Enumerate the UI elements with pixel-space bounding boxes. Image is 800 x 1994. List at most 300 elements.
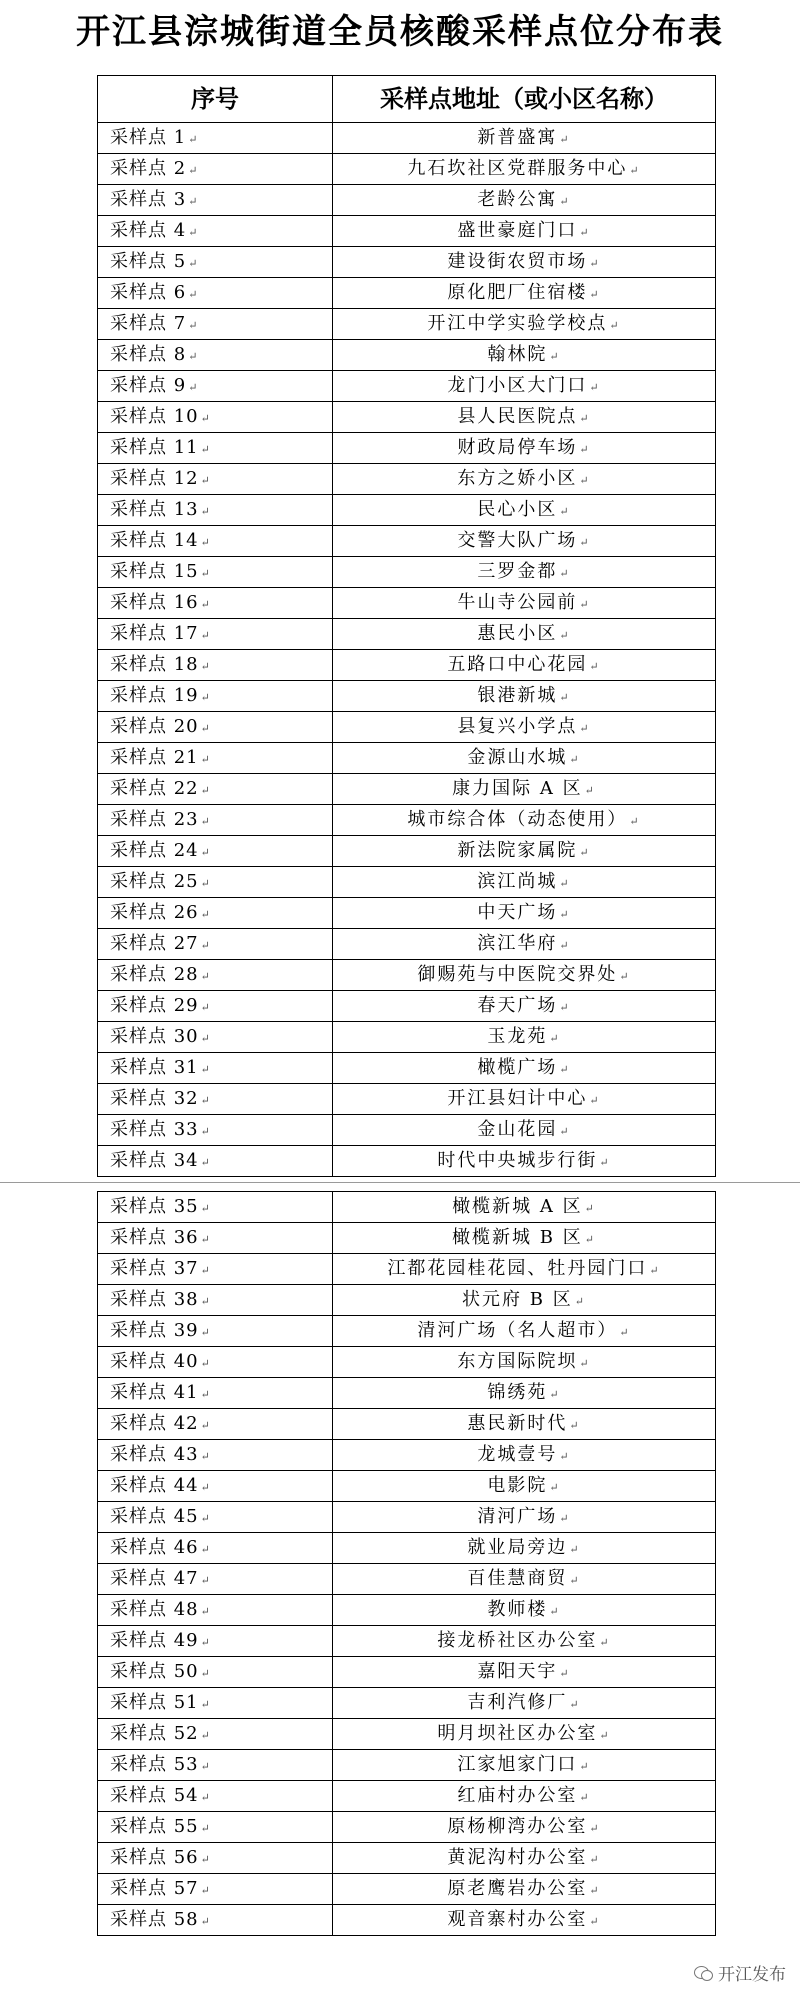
table-header-row: [98, 76, 716, 123]
cell-text: 采样点 37: [110, 1258, 199, 1279]
paragraph-mark: ↵: [559, 1125, 571, 1138]
sampling-point-address: [333, 495, 716, 526]
paragraph-mark: ↵: [579, 598, 591, 611]
sampling-point-number: [98, 1223, 333, 1254]
sampling-point-number: [98, 681, 333, 712]
paragraph-mark: ↵: [200, 1063, 211, 1076]
paragraph-mark: ↵: [574, 1295, 586, 1308]
paragraph-mark: ↵: [609, 319, 621, 332]
sampling-point-number: [98, 1626, 333, 1657]
sampling-point-address: [333, 1657, 716, 1688]
paragraph-mark: ↵: [559, 1512, 571, 1525]
sampling-point-address: [333, 154, 716, 185]
page-title: 开江县淙城街道全员核酸采样点位分布表: [76, 12, 724, 52]
sampling-point-number: [98, 898, 333, 929]
cell-text: 三罗金都: [477, 561, 558, 582]
cell-text: 县复兴小学点: [457, 716, 578, 737]
sampling-table-part-1: [97, 75, 716, 1177]
paragraph-mark: ↵: [200, 536, 211, 549]
cell-text: 采样点 25: [110, 871, 199, 892]
paragraph-mark: ↵: [200, 1094, 211, 1107]
sampling-point-number: [98, 340, 333, 371]
cell-text: 玉龙苑: [487, 1026, 548, 1047]
paragraph-mark: ↵: [559, 567, 571, 580]
header-address: 采样点地址（或小区名称）: [333, 76, 716, 123]
cell-text: 明月坝社区办公室: [437, 1723, 598, 1744]
cell-text: 牛山寺公园前: [457, 592, 578, 613]
cell-text: 采样点 52: [110, 1723, 199, 1744]
cell-text: 采样点 48: [110, 1599, 199, 1620]
table-row: [98, 154, 716, 185]
cell-text: 状元府 B 区: [462, 1289, 573, 1310]
sampling-point-number: [98, 1440, 333, 1471]
paragraph-mark: ↵: [569, 1419, 581, 1432]
sampling-point-address: [333, 1316, 716, 1347]
cell-text: 滨江华府: [477, 933, 558, 954]
paragraph-mark: ↵: [549, 1605, 561, 1618]
sampling-point-number: [98, 402, 333, 433]
paragraph-mark: ↵: [200, 1450, 211, 1463]
cell-text: 新普盛寓: [477, 127, 558, 148]
cell-text: 采样点 1: [110, 127, 187, 148]
table-row: [98, 681, 716, 712]
paragraph-mark: ↵: [200, 1574, 211, 1587]
cell-text: 御赐苑与中医院交界处: [417, 964, 618, 985]
paragraph-mark: ↵: [584, 1202, 596, 1215]
paragraph-mark: ↵: [200, 1125, 211, 1138]
table-row: [98, 1115, 716, 1146]
paragraph-mark: ↵: [589, 381, 601, 394]
sampling-point-address: [333, 216, 716, 247]
cell-text: 采样点 7: [110, 313, 187, 334]
sampling-point-number: [98, 1595, 333, 1626]
cell-text: 采样点 13: [110, 499, 199, 520]
cell-text: 采样点 50: [110, 1661, 199, 1682]
paragraph-mark: ↵: [559, 1667, 571, 1680]
sampling-point-address: [333, 960, 716, 991]
sampling-point-address: [333, 1564, 716, 1595]
paragraph-mark: ↵: [188, 133, 199, 146]
sampling-point-number: [98, 805, 333, 836]
cell-text: 黄泥沟村办公室: [447, 1847, 588, 1868]
paragraph-mark: ↵: [629, 815, 641, 828]
paragraph-mark: ↵: [200, 908, 211, 921]
sampling-point-number: [98, 991, 333, 1022]
paragraph-mark: ↵: [200, 1915, 211, 1928]
sampling-point-address: [333, 1874, 716, 1905]
cell-text: 吉利汽修厂: [467, 1692, 568, 1713]
sampling-point-number: [98, 712, 333, 743]
paragraph-mark: ↵: [589, 1822, 601, 1835]
sampling-point-address: [333, 402, 716, 433]
cell-text: 采样点 23: [110, 809, 199, 830]
cell-text: 城市综合体（动态使用）: [407, 809, 628, 830]
table-row: [98, 743, 716, 774]
paragraph-mark: ↵: [200, 1388, 211, 1401]
sampling-point-number: [98, 588, 333, 619]
sampling-point-address: [333, 1192, 716, 1223]
table-row: [98, 1626, 716, 1657]
cell-text: 采样点 27: [110, 933, 199, 954]
sampling-point-number: [98, 1378, 333, 1409]
paragraph-mark: ↵: [579, 536, 591, 549]
cell-text: 采样点 47: [110, 1568, 199, 1589]
table-row: [98, 1316, 716, 1347]
paragraph-mark: ↵: [200, 1729, 211, 1742]
sampling-point-address: [333, 867, 716, 898]
sampling-point-number: [98, 1053, 333, 1084]
paragraph-mark: ↵: [584, 1233, 596, 1246]
cell-text: 惠民新时代: [467, 1413, 568, 1434]
sampling-point-number: [98, 1316, 333, 1347]
paragraph-mark: ↵: [200, 505, 211, 518]
paragraph-mark: ↵: [589, 1853, 601, 1866]
paragraph-mark: ↵: [584, 784, 596, 797]
table-row: [98, 371, 716, 402]
paragraph-mark: ↵: [200, 1357, 211, 1370]
paragraph-mark: ↵: [579, 1357, 591, 1370]
paragraph-mark: ↵: [200, 1156, 211, 1169]
paragraph-mark: ↵: [589, 1915, 601, 1928]
table-row: [98, 1223, 716, 1254]
paragraph-mark: ↵: [559, 1450, 571, 1463]
sampling-point-address: [333, 1146, 716, 1177]
paragraph-mark: ↵: [188, 195, 199, 208]
cell-text: 采样点 19: [110, 685, 199, 706]
table-row: [98, 1471, 716, 1502]
cell-text: 采样点 14: [110, 530, 199, 551]
sampling-point-number: [98, 1084, 333, 1115]
sampling-point-number: [98, 1719, 333, 1750]
sampling-point-address: [333, 1626, 716, 1657]
cell-text: 就业局旁边: [467, 1537, 568, 1558]
cell-text: 观音寨村办公室: [447, 1909, 588, 1930]
paragraph-mark: ↵: [200, 443, 211, 456]
cell-text: 橄榄新城 B 区: [452, 1227, 583, 1248]
sampling-point-address: [333, 619, 716, 650]
sampling-point-address: [333, 991, 716, 1022]
sampling-point-number: [98, 619, 333, 650]
cell-text: 采样点 53: [110, 1754, 199, 1775]
sampling-point-number: [98, 867, 333, 898]
paragraph-mark: ↵: [549, 350, 561, 363]
table-row: [98, 1750, 716, 1781]
sampling-point-address: [333, 1022, 716, 1053]
table-row: [98, 991, 716, 1022]
table-row: [98, 898, 716, 929]
paragraph-mark: ↵: [569, 753, 581, 766]
table-row: [98, 278, 716, 309]
table-row: [98, 1688, 716, 1719]
cell-text: 采样点 30: [110, 1026, 199, 1047]
sampling-point-address: [333, 1719, 716, 1750]
sampling-point-address: [333, 650, 716, 681]
paragraph-mark: ↵: [200, 1822, 211, 1835]
paragraph-mark: ↵: [200, 846, 211, 859]
paragraph-mark: ↵: [619, 970, 631, 983]
sampling-point-address: [333, 557, 716, 588]
sampling-point-number: [98, 929, 333, 960]
sampling-point-number: [98, 1115, 333, 1146]
sampling-point-address: [333, 1781, 716, 1812]
cell-text: 采样点 55: [110, 1816, 199, 1837]
cell-text: 采样点 46: [110, 1537, 199, 1558]
table-row: [98, 464, 716, 495]
cell-text: 五路口中心花园: [447, 654, 588, 675]
table-row: [98, 185, 716, 216]
cell-text: 龙城壹号: [477, 1444, 558, 1465]
cell-text: 江都花园桂花园、牡丹园门口: [387, 1258, 648, 1279]
paragraph-mark: ↵: [549, 1032, 561, 1045]
table-row: [98, 1657, 716, 1688]
sampling-point-address: [333, 1115, 716, 1146]
cell-text: 采样点 8: [110, 344, 187, 365]
cell-text: 时代中央城步行街: [437, 1150, 598, 1171]
table-row: [98, 1347, 716, 1378]
cell-text: 接龙桥社区办公室: [437, 1630, 598, 1651]
paragraph-mark: ↵: [559, 908, 571, 921]
cell-text: 采样点 49: [110, 1630, 199, 1651]
paragraph-mark: ↵: [589, 1884, 601, 1897]
cell-text: 新法院家属院: [457, 840, 578, 861]
cell-text: 采样点 9: [110, 375, 187, 396]
paragraph-mark: ↵: [200, 1605, 211, 1618]
table-row: [98, 805, 716, 836]
sampling-point-address: [333, 1471, 716, 1502]
sampling-point-address: [333, 1688, 716, 1719]
paragraph-mark: ↵: [549, 1388, 561, 1401]
paragraph-mark: ↵: [200, 567, 211, 580]
cell-text: 银港新城: [477, 685, 558, 706]
cell-text: 红庙村办公室: [457, 1785, 578, 1806]
paragraph-mark: ↵: [579, 412, 591, 425]
paragraph-mark: ↵: [579, 1760, 591, 1773]
cell-text: 九石坎社区党群服务中心: [407, 158, 628, 179]
cell-text: 采样点 34: [110, 1150, 199, 1171]
cell-text: 采样点 54: [110, 1785, 199, 1806]
sampling-point-number: [98, 557, 333, 588]
paragraph-mark: ↵: [200, 1419, 211, 1432]
cell-text: 采样点 39: [110, 1320, 199, 1341]
paragraph-mark: ↵: [559, 1063, 571, 1076]
wechat-icon: [694, 1965, 714, 1981]
paragraph-mark: ↵: [649, 1264, 661, 1277]
sampling-point-address: [333, 743, 716, 774]
table-row: [98, 1843, 716, 1874]
paragraph-mark: ↵: [559, 505, 571, 518]
table-row: [98, 588, 716, 619]
sampling-point-number: [98, 1409, 333, 1440]
sampling-point-address: [333, 836, 716, 867]
sampling-point-number: [98, 1192, 333, 1223]
paragraph-mark: ↵: [559, 629, 571, 642]
cell-text: 民心小区: [477, 499, 558, 520]
sampling-point-number: [98, 464, 333, 495]
sampling-point-address: [333, 1440, 716, 1471]
cell-text: 采样点 21: [110, 747, 199, 768]
paragraph-mark: ↵: [200, 970, 211, 983]
cell-text: 翰林院: [487, 344, 548, 365]
paragraph-mark: ↵: [589, 660, 601, 673]
cell-text: 开江中学实验学校点: [427, 313, 608, 334]
paragraph-mark: ↵: [579, 443, 591, 456]
cell-text: 建设街农贸市场: [447, 251, 588, 272]
cell-text: 采样点 24: [110, 840, 199, 861]
sampling-point-address: [333, 464, 716, 495]
cell-text: 采样点 31: [110, 1057, 199, 1078]
sampling-point-address: [333, 247, 716, 278]
sampling-point-address: [333, 1409, 716, 1440]
sampling-point-address: [333, 278, 716, 309]
sampling-point-number: [98, 247, 333, 278]
table-row: [98, 1192, 716, 1223]
sampling-point-number: [98, 1146, 333, 1177]
sampling-point-number: [98, 1347, 333, 1378]
sampling-point-address: [333, 712, 716, 743]
cell-text: 开江县妇计中心: [447, 1088, 588, 1109]
paragraph-mark: ↵: [200, 1264, 211, 1277]
sampling-point-number: [98, 836, 333, 867]
cell-text: 采样点 6: [110, 282, 187, 303]
sampling-point-number: [98, 526, 333, 557]
sampling-point-number: [98, 371, 333, 402]
cell-text: 康力国际 A 区: [452, 778, 583, 799]
cell-text: 采样点 56: [110, 1847, 199, 1868]
paragraph-mark: ↵: [599, 1729, 611, 1742]
paragraph-mark: ↵: [188, 288, 199, 301]
sampling-point-address: [333, 681, 716, 712]
cell-text: 滨江尚城: [477, 871, 558, 892]
sampling-point-number: [98, 1285, 333, 1316]
paragraph-mark: ↵: [559, 939, 571, 952]
cell-text: 采样点 18: [110, 654, 199, 675]
table-row: [98, 1719, 716, 1750]
paragraph-mark: ↵: [559, 877, 571, 890]
cell-text: 采样点 28: [110, 964, 199, 985]
sampling-point-address: [333, 526, 716, 557]
cell-text: 采样点 11: [110, 437, 199, 458]
cell-text: 采样点 40: [110, 1351, 199, 1372]
cell-text: 采样点 17: [110, 623, 199, 644]
table-row: [98, 1022, 716, 1053]
sampling-point-address: [333, 1812, 716, 1843]
sampling-point-number: [98, 1533, 333, 1564]
sampling-point-address: [333, 774, 716, 805]
cell-text: 采样点 2: [110, 158, 187, 179]
table-row: [98, 1440, 716, 1471]
cell-text: 东方之娇小区: [457, 468, 578, 489]
sampling-point-address: [333, 1905, 716, 1936]
table-row: [98, 1084, 716, 1115]
sampling-point-address: [333, 1843, 716, 1874]
cell-text: 采样点 16: [110, 592, 199, 613]
sampling-point-number: [98, 1688, 333, 1719]
paragraph-mark: ↵: [200, 474, 211, 487]
paragraph-mark: ↵: [569, 1543, 581, 1556]
paragraph-mark: ↵: [200, 939, 211, 952]
paragraph-mark: ↵: [200, 1481, 211, 1494]
sampling-point-address: [333, 929, 716, 960]
paragraph-mark: ↵: [579, 474, 591, 487]
paragraph-mark: ↵: [188, 319, 199, 332]
paragraph-mark: ↵: [599, 1636, 611, 1649]
cell-text: 采样点 33: [110, 1119, 199, 1140]
sampling-point-number: [98, 278, 333, 309]
cell-text: 采样点 5: [110, 251, 187, 272]
table-row: [98, 774, 716, 805]
cell-text: 嘉阳天宇: [477, 1661, 558, 1682]
sampling-point-number: [98, 1254, 333, 1285]
sampling-point-address: [333, 1378, 716, 1409]
paragraph-mark: ↵: [619, 1326, 631, 1339]
sampling-point-address: [333, 433, 716, 464]
cell-text: 老龄公寓: [477, 189, 558, 210]
paragraph-mark: ↵: [559, 1001, 571, 1014]
table-row: [98, 1502, 716, 1533]
sampling-point-address: [333, 1053, 716, 1084]
paragraph-mark: ↵: [200, 1698, 211, 1711]
cell-text: 县人民医院点: [457, 406, 578, 427]
paragraph-mark: ↵: [200, 784, 211, 797]
sampling-point-address: [333, 1595, 716, 1626]
cell-text: 锦绣苑: [487, 1382, 548, 1403]
paragraph-mark: ↵: [200, 1884, 211, 1897]
cell-text: 盛世豪庭门口: [457, 220, 578, 241]
table-row: [98, 557, 716, 588]
table-row: [98, 340, 716, 371]
table-row: [98, 433, 716, 464]
sampling-point-address: [333, 898, 716, 929]
page-break-divider: [0, 1182, 800, 1183]
table-row: [98, 495, 716, 526]
cell-text: 电影院: [487, 1475, 548, 1496]
table-row: [98, 216, 716, 247]
sampling-point-number: [98, 216, 333, 247]
table-row: [98, 526, 716, 557]
paragraph-mark: ↵: [200, 1001, 211, 1014]
sampling-point-address: [333, 1084, 716, 1115]
paragraph-mark: ↵: [200, 753, 211, 766]
sampling-point-number: [98, 1564, 333, 1595]
paragraph-mark: ↵: [200, 1667, 211, 1680]
table-row: [98, 960, 716, 991]
cell-text: 教师楼: [487, 1599, 548, 1620]
paragraph-mark: ↵: [188, 350, 199, 363]
cell-text: 采样点 22: [110, 778, 199, 799]
cell-text: 采样点 4: [110, 220, 187, 241]
cell-text: 惠民小区: [477, 623, 558, 644]
cell-text: 采样点 35: [110, 1196, 199, 1217]
sampling-point-address: [333, 123, 716, 154]
paragraph-mark: ↵: [579, 226, 591, 239]
paragraph-mark: ↵: [200, 877, 211, 890]
cell-text: 采样点 12: [110, 468, 199, 489]
cell-text: 清河广场（名人超市）: [417, 1320, 618, 1341]
table-row: [98, 1285, 716, 1316]
cell-text: 龙门小区大门口: [447, 375, 588, 396]
paragraph-mark: ↵: [579, 846, 591, 859]
cell-text: 采样点 36: [110, 1227, 199, 1248]
paragraph-mark: ↵: [569, 1574, 581, 1587]
paragraph-mark: ↵: [559, 133, 571, 146]
cell-text: 采样点 3: [110, 189, 187, 210]
paragraph-mark: ↵: [188, 381, 199, 394]
table-row: [98, 309, 716, 340]
table-row: [98, 867, 716, 898]
sampling-point-number: [98, 309, 333, 340]
paragraph-mark: ↵: [589, 257, 601, 270]
table-row: [98, 1409, 716, 1440]
